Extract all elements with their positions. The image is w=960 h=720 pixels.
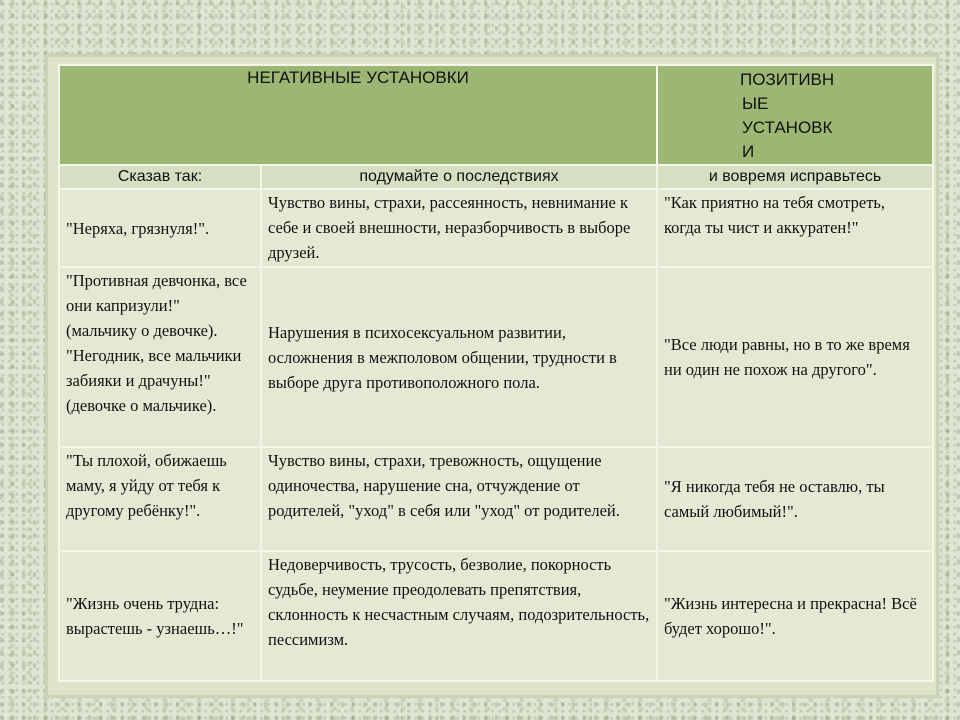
correct-column-header: и вовремя исправьтесь (657, 165, 933, 189)
positive-header-line: ЫЕ (742, 94, 769, 113)
table-row (59, 189, 933, 267)
consequences-cell: Чувство вины, страхи, рассеянность, невнимание к себе и своей внешности, неразборчивость в выборе друзей. (261, 189, 657, 267)
table-row (59, 551, 933, 681)
consequences-cell: Нарушения в психосексуальном развитии, осложнения в межполовом общении, трудности в выборе друга противоположного пола. (261, 267, 657, 447)
attitudes-table (58, 64, 934, 682)
subheader-row (59, 165, 933, 189)
said-cell: "Жизнь очень трудна: вырастешь - узнаешь…!" (59, 551, 261, 681)
positive-header (657, 65, 933, 165)
positive-header-line: УСТАНОВК (742, 118, 833, 137)
positive-cell: "Я никогда тебя не оставлю, ты самый любимый!". (657, 447, 933, 551)
consequences-column-header: подумайте о последствиях (261, 165, 657, 189)
positive-cell: "Как приятно на тебя смотреть, когда ты чист и аккуратен!" (657, 189, 933, 267)
negative-header: НЕГАТИВНЫЕ УСТАНОВКИ (59, 65, 657, 165)
header-row (59, 65, 933, 165)
consequences-cell: Чувство вины, страхи, тревожность, ощущение одиночества, нарушение сна, отчуждение от родителей, "уход" в себя или "уход" от родителей. (261, 447, 657, 551)
table-row (59, 267, 933, 447)
positive-cell: "Все люди равны, но в то же время ни один не похож на другого". (657, 267, 933, 447)
said-cell: "Ты плохой, обижаешь маму, я уйду от тебя к другому ребёнку!". (59, 447, 261, 551)
table-row (59, 447, 933, 551)
said-cell: "Противная девчонка, все они капризули!" (мальчику о девочке). "Негодник, все мальчики забияки и драчуны!" (девочке о мальчике). (59, 267, 261, 447)
positive-header-line: И (742, 142, 755, 161)
positive-header-line: ПОЗИТИВН (740, 70, 835, 89)
said-cell: "Неряха, грязнуля!". (59, 189, 261, 267)
positive-cell: "Жизнь интересна и прекрасна! Всё будет хорошо!". (657, 551, 933, 681)
said-column-header: Сказав так: (59, 165, 261, 189)
consequences-cell: Недоверчивость, трусость, безволие, покорность судьбе, неумение преодолевать препятствия, склонность к несчастным случаям, подозрительность, пессимизм. (261, 551, 657, 681)
